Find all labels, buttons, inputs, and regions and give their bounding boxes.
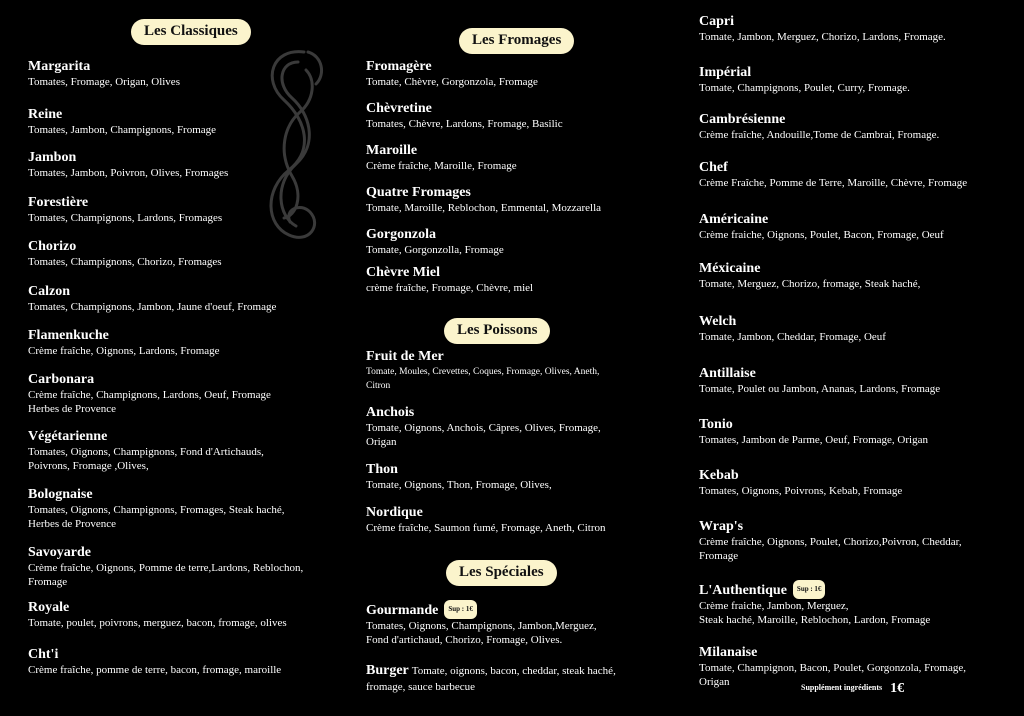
column-fromages-poissons <box>366 0 666 716</box>
pizza-item <box>28 238 348 269</box>
pizza-ingredients-line2: Citron <box>366 381 391 391</box>
pizza-item <box>28 149 348 180</box>
section-title-speciales: Les Spéciales <box>446 560 557 586</box>
pizza-name: Margarita <box>28 59 91 74</box>
section-title-fromages: Les Fromages <box>459 28 574 54</box>
pizza-ingredients-line2: Origan <box>699 676 730 688</box>
pizza-name: Fromagère <box>366 59 432 74</box>
pizza-item <box>366 142 666 173</box>
pizza-ingredients: Tomates, Chèvre, Lardons, Fromage, Basilic <box>366 118 563 130</box>
pizza-ingredients: crème fraîche, Fromage, Chèvre, miel <box>366 282 534 294</box>
pizza-item <box>366 184 666 215</box>
pizza-name: Tonio <box>699 417 733 432</box>
pizza-item <box>699 416 1019 447</box>
pizza-name: Burger <box>366 663 409 678</box>
pizza-ingredients: fromage, sauce barbecue <box>366 681 476 693</box>
column-classiques <box>28 0 348 716</box>
pizza-ingredients: Tomate, Chèvre, Gorgonzola, Fromage <box>366 76 538 88</box>
column-speciales <box>699 0 1019 716</box>
pizza-name: Maroille <box>366 143 418 158</box>
pizza-name: Végétarienne <box>28 429 108 444</box>
pizza-item <box>366 264 666 295</box>
pizza-item <box>28 371 348 416</box>
pizza-item <box>28 599 348 630</box>
pizza-name-row <box>366 662 666 680</box>
pizza-name: Bolognaise <box>28 487 93 502</box>
pizza-name: Fruit de Mer <box>366 349 444 364</box>
pizza-name: Thon <box>366 462 398 477</box>
pizza-item <box>699 111 1019 142</box>
pizza-name: Gourmande <box>366 603 439 618</box>
pizza-ingredients: Crème fraîche, Champignons, Lardons, Oeuf, Fromage <box>28 389 271 401</box>
pizza-item <box>366 662 666 694</box>
pizza-ingredients: Tomate, Oignons, Anchois, Câpres, Olives, Fromage, <box>366 422 601 434</box>
pizza-item <box>366 461 666 492</box>
pizza-ingredients: Tomate, Jambon, Cheddar, Fromage, Oeuf <box>699 331 886 343</box>
pizza-ingredients: Tomates, Oignons, Champignons, Jambon,Merguez, <box>366 620 597 632</box>
supplement-price: 1€ <box>890 681 905 696</box>
pizza-item <box>28 544 348 589</box>
pizza-ingredients: Tomate, Moules, Crevettes, Coques, Fromage, Olives, Aneth, <box>366 367 600 377</box>
pizza-ingredients: Tomates, Jambon de Parme, Oeuf, Fromage, Origan <box>699 434 928 446</box>
pizza-ingredients: Tomates, Fromage, Origan, Olives <box>28 76 180 88</box>
pizza-name: Nordique <box>366 505 423 520</box>
pizza-name: Chèvretine <box>366 101 432 116</box>
pizza-name: Wrap's <box>699 519 744 534</box>
pizza-item <box>28 327 348 358</box>
pizza-ingredients-line2: Herbes de Provence <box>28 403 116 415</box>
pizza-name: Antillaise <box>699 366 756 381</box>
pizza-ingredients: Tomates, Champignons, Chorizo, Fromages <box>28 256 222 268</box>
pizza-ingredients: Tomate, Champignons, Poulet, Curry, Fromage. <box>699 82 910 94</box>
supplement-note <box>801 681 904 697</box>
pizza-name: Forestière <box>28 195 89 210</box>
pizza-name: Welch <box>699 314 737 329</box>
pizza-name: Chef <box>699 160 728 175</box>
supplement-label: Supplément ingrédients <box>801 683 883 692</box>
pizza-name: Américaine <box>699 212 769 227</box>
pizza-name: Chèvre Miel <box>366 265 440 280</box>
pizza-name: Reine <box>28 107 63 122</box>
pizza-name-row <box>366 600 666 619</box>
pizza-item <box>699 580 1019 627</box>
pizza-item <box>366 600 666 647</box>
pizza-ingredients: Crème fraiche, Oignons, Poulet, Bacon, Fromage, Oeuf <box>699 229 944 241</box>
pizza-ingredients: Tomates, Oignons, Poivrons, Kebab, Fromage <box>699 485 903 497</box>
pizza-ingredients: Crème fraîche, Andouille,Tome de Cambrai, Fromage. <box>699 129 940 141</box>
pizza-name: Flamenkuche <box>28 328 109 343</box>
pizza-name: Chorizo <box>28 239 77 254</box>
pizza-name: Savoyarde <box>28 545 91 560</box>
pizza-item <box>699 467 1019 498</box>
pizza-ingredients: Crème fraîche, Maroille, Fromage <box>366 160 517 172</box>
pizza-name: Gorgonzola <box>366 227 436 242</box>
pizza-ingredients-line2: Fromage <box>28 576 68 588</box>
pizza-item <box>366 348 666 393</box>
pizza-name-row <box>699 580 1019 599</box>
supplement-badge: Sup : 1€ <box>444 600 477 619</box>
pizza-name: Méxicaine <box>699 261 761 276</box>
pizza-name: Cambrésienne <box>699 112 786 127</box>
pizza-item <box>699 365 1019 396</box>
pizza-ingredients: Crème fraîche, Saumon fumé, Fromage, Aneth, Citron <box>366 522 606 534</box>
pizza-ingredients-line2: Poivrons, Fromage ,Olives, <box>28 460 149 472</box>
pizza-item <box>28 428 348 473</box>
pizza-name: Anchois <box>366 405 415 420</box>
pizza-ingredients: Tomates, Champignons, Jambon, Jaune d'oeuf, Fromage <box>28 301 277 313</box>
pizza-name: L'Authentique <box>699 583 787 598</box>
pizza-ingredients: Tomate, Poulet ou Jambon, Ananas, Lardons, Fromage <box>699 383 941 395</box>
pizza-item <box>699 313 1019 344</box>
pizza-item <box>28 106 348 137</box>
pizza-item <box>699 64 1019 95</box>
pizza-ingredients-inline: Tomate, oignons, bacon, cheddar, steak haché, <box>411 665 616 677</box>
pizza-ingredients: Crème Fraîche, Pomme de Terre, Maroille, Chèvre, Fromage <box>699 177 968 189</box>
pizza-ingredients: Tomate, Champignon, Bacon, Poulet, Gorgonzola, Fromage, <box>699 662 966 674</box>
pizza-item <box>28 486 348 531</box>
pizza-ingredients-line2: Steak haché, Maroille, Reblochon, Lardon, Fromage <box>699 614 931 626</box>
pizza-name: Cht'i <box>28 647 59 662</box>
pizza-item <box>699 159 1019 190</box>
pizza-ingredients: Crème fraîche, Oignons, Pomme de terre,Lardons, Reblochon, <box>28 562 304 574</box>
pizza-ingredients: Crème fraiche, Jambon, Merguez, <box>699 600 849 612</box>
section-title-classiques: Les Classiques <box>131 19 251 45</box>
pizza-ingredients-line2: Fond d'artichaud, Chorizo, Fromage, Olives. <box>366 634 563 646</box>
pizza-item <box>366 58 666 89</box>
pizza-name: Jambon <box>28 150 77 165</box>
pizza-ingredients: Crème fraîche, Oignons, Poulet, Chorizo,Poivron, Cheddar, <box>699 536 962 548</box>
pizza-item <box>366 100 666 131</box>
pizza-ingredients: Tomates, Jambon, Poivron, Olives, Fromages <box>28 167 229 179</box>
pizza-item <box>699 13 1019 44</box>
pizza-name: Quatre Fromages <box>366 185 471 200</box>
section-title-poissons: Les Poissons <box>444 318 550 344</box>
pizza-item <box>28 283 348 314</box>
pizza-item <box>699 518 1019 563</box>
pizza-name: Kebab <box>699 468 739 483</box>
pizza-ingredients: Tomate, poulet, poivrons, merguez, bacon, fromage, olives <box>28 617 287 629</box>
pizza-name: Capri <box>699 14 734 29</box>
pizza-ingredients: Crème fraîche, Oignons, Lardons, Fromage <box>28 345 220 357</box>
pizza-name: Milanaise <box>699 645 758 660</box>
pizza-ingredients-line2: Herbes de Provence <box>28 518 116 530</box>
pizza-ingredients: Tomate, Jambon, Merguez, Chorizo, Lardons, Fromage. <box>699 31 946 43</box>
pizza-item <box>28 58 348 89</box>
pizza-ingredients: Tomates, Jambon, Champignons, Fromage <box>28 124 217 136</box>
pizza-name: Impérial <box>699 65 752 80</box>
pizza-ingredients-line2: Fromage <box>699 550 739 562</box>
pizza-ingredients: Tomates, Oignons, Champignons, Fond d'Artichauds, <box>28 446 264 458</box>
pizza-ingredients: Tomate, Merguez, Chorizo, fromage, Steak haché, <box>699 278 921 290</box>
pizza-item <box>699 211 1019 242</box>
pizza-item <box>366 226 666 257</box>
pizza-ingredients: Tomates, Champignons, Lardons, Fromages <box>28 212 223 224</box>
pizza-ingredients: Tomate, Gorgonzolla, Fromage <box>366 244 504 256</box>
pizza-name: Carbonara <box>28 372 95 387</box>
pizza-item <box>699 260 1019 291</box>
pizza-ingredients: Tomate, Oignons, Thon, Fromage, Olives, <box>366 479 552 491</box>
pizza-ingredients: Tomates, Oignons, Champignons, Fromages, Steak haché, <box>28 504 285 516</box>
pizza-ingredients: Crème fraîche, pomme de terre, bacon, fromage, maroille <box>28 664 282 676</box>
pizza-ingredients-line2: Origan <box>366 436 397 448</box>
pizza-name: Calzon <box>28 284 70 299</box>
pizza-name: Royale <box>28 600 70 615</box>
pizza-item <box>28 646 348 677</box>
pizza-item <box>366 504 666 535</box>
supplement-badge: Sup : 1€ <box>793 580 826 599</box>
pizza-ingredients: Tomate, Maroille, Reblochon, Emmental, Mozzarella <box>366 202 602 214</box>
pizza-item <box>28 194 348 225</box>
pizza-item <box>366 404 666 449</box>
